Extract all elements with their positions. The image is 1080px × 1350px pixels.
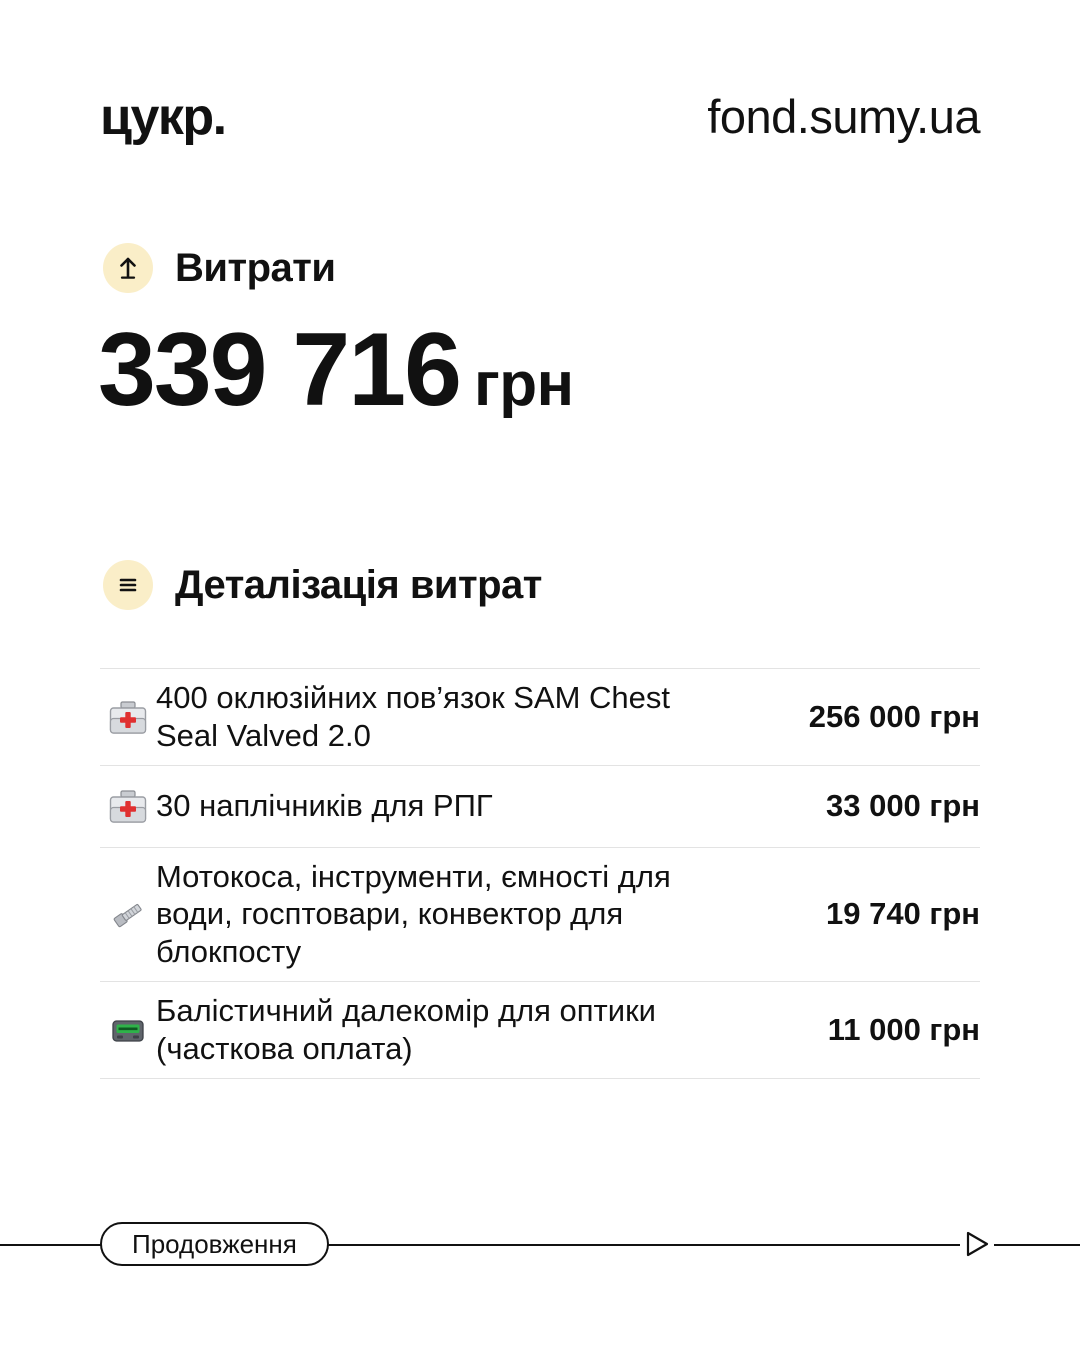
- list-item-label: 30 наплічників для РПГ: [156, 788, 493, 824]
- header: [0, 82, 1080, 152]
- list-item-label: Балістичний далекомір для оптики (часткова оплата): [156, 993, 656, 1066]
- list-item: [100, 982, 980, 1079]
- list-item-amount: 19 740 грн: [825, 896, 980, 932]
- list-item-amount: 11 000 грн: [827, 1011, 980, 1047]
- details-list: [100, 668, 980, 1079]
- play-triangle-icon[interactable]: [960, 1228, 994, 1260]
- brand-logo: цукр.: [100, 88, 226, 146]
- list-lines-icon: [103, 560, 153, 610]
- expenses-amount-currency: грн: [473, 350, 574, 419]
- list-item: [100, 848, 980, 982]
- expenses-title: Витрати: [175, 245, 336, 290]
- list-item-label: Мотокоса, інструменти, ємності для води, госптовари, конвектор для блокпосту: [156, 858, 671, 970]
- list-item: [100, 668, 980, 766]
- rangefinder-icon: [100, 1011, 156, 1049]
- continue-badge[interactable]: [100, 1222, 329, 1266]
- arrow-up-icon: [103, 243, 153, 293]
- details-section-header: [103, 560, 542, 610]
- expenses-amount-value: 339 716: [98, 312, 460, 428]
- list-item: [100, 766, 980, 848]
- expenses-amount: [98, 312, 574, 428]
- list-item-label: 400 оклюзійних пов’язок SAM Chest Seal Valved 2.0: [156, 680, 671, 753]
- details-title: Деталізація витрат: [175, 562, 542, 607]
- bolt-and-nut-icon: [100, 895, 156, 933]
- site-url: fond.sumy.ua: [707, 90, 980, 143]
- footer: [0, 1222, 1080, 1266]
- list-item-amount: 256 000 грн: [808, 698, 980, 734]
- first-aid-kit-icon: [100, 787, 156, 825]
- first-aid-kit-icon: [100, 698, 156, 736]
- expenses-section-header: [103, 243, 335, 293]
- continue-label: Продовження: [132, 1228, 297, 1259]
- list-item-amount: 33 000 грн: [825, 788, 980, 824]
